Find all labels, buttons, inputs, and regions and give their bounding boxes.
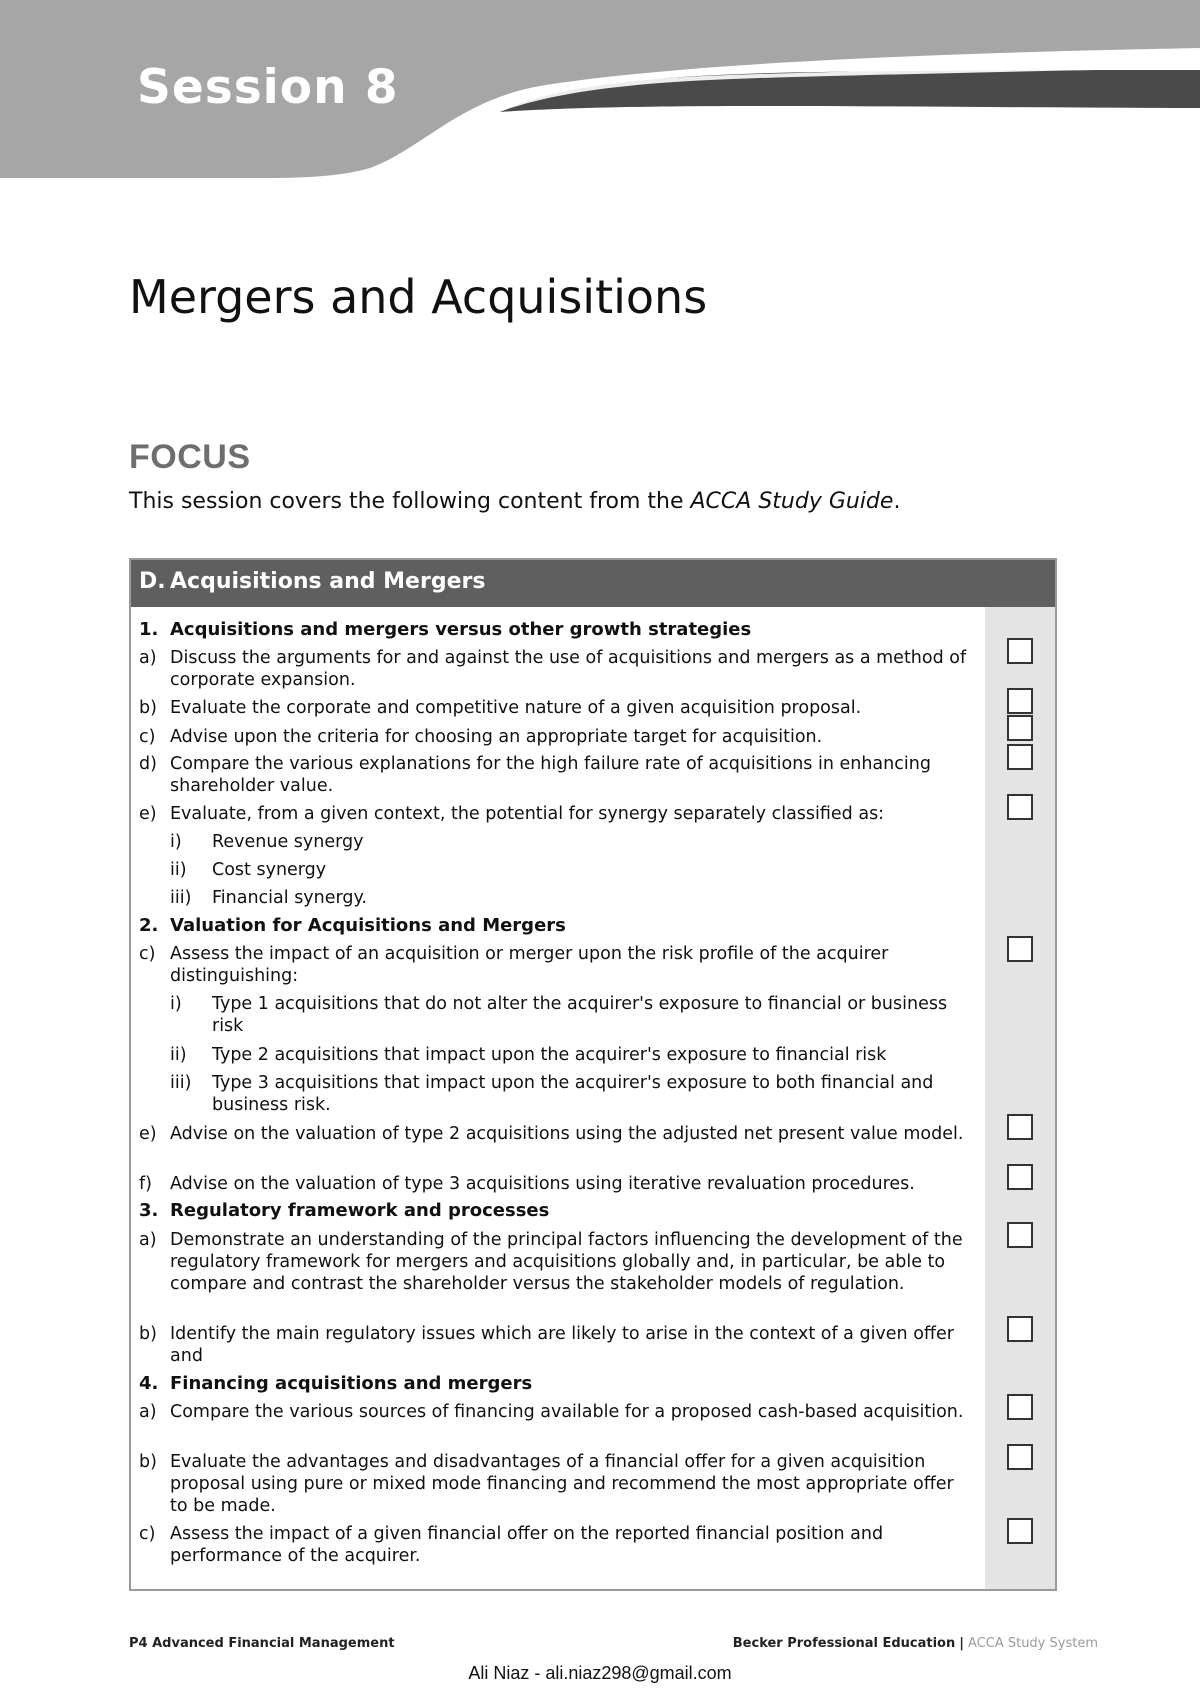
page-title: Mergers and Acquisitions	[129, 270, 708, 324]
study-guide-table	[129, 558, 1057, 1591]
item-text: Advise on the valuation of type 2 acquisitions using the adjusted net present value model.	[170, 1124, 964, 1144]
focus-intro-end: .	[893, 489, 901, 514]
subitem-text: Cost synergy	[212, 860, 327, 880]
session-label: Session 8	[137, 60, 399, 115]
section-header	[131, 560, 1055, 607]
item-text: Assess the impact of a given financial offer on the reported financial position and performance of the acquirer.	[170, 1524, 884, 1566]
topic-number: 2.	[139, 915, 159, 936]
item-text: Discuss the arguments for and against the use of acquisitions and mergers as a method of corporate expansion.	[170, 648, 967, 690]
topic-heading	[139, 915, 985, 937]
checkbox-3a[interactable]	[1007, 1222, 1033, 1248]
item-text: Evaluate the corporate and competitive nature of a given acquisition proposal.	[170, 698, 862, 718]
topic-number: 4.	[139, 1373, 159, 1394]
item-text: Advise upon the criteria for choosing an appropriate target for acquisition.	[170, 727, 823, 747]
section-code: D.	[139, 569, 166, 594]
subitem-text: Financial synergy.	[212, 888, 367, 908]
subitem-label: iii)	[170, 888, 192, 908]
item-text: Identify the main regulatory issues which are likely to arise in the context of a given offer and	[170, 1324, 954, 1366]
footer-publisher: Becker Professional Education	[732, 1636, 956, 1651]
footer-publisher-info	[733, 1636, 1098, 1651]
checkbox-1e[interactable]	[1007, 794, 1033, 820]
subitem-label: i)	[170, 832, 182, 852]
topic-title: Financing acquisitions and mergers	[170, 1373, 533, 1394]
item-text: Assess the impact of an acquisition or merger upon the risk profile of the acquirer distinguishing:	[170, 944, 889, 986]
item-label: a)	[139, 1230, 157, 1250]
checkbox-3b[interactable]	[1007, 1316, 1033, 1342]
item-text: Compare the various explanations for the high failure rate of acquisitions in enhancing shareholder value.	[170, 754, 931, 796]
topic-list	[131, 607, 985, 1589]
subitem-text: Revenue synergy	[212, 832, 364, 852]
checkbox-4a[interactable]	[1007, 1394, 1033, 1420]
item-label: a)	[139, 648, 157, 668]
topic-title: Valuation for Acquisitions and Mergers	[170, 915, 566, 936]
item-text: Evaluate, from a given context, the potential for synergy separately classified as:	[170, 804, 885, 824]
checkbox-1b[interactable]	[1007, 688, 1033, 714]
checkbox-4c[interactable]	[1007, 1518, 1033, 1544]
item-label: c)	[139, 944, 156, 964]
subitem-label: ii)	[170, 1045, 187, 1065]
item-text: Demonstrate an understanding of the principal factors influencing the development of the regulatory framework for mergers and acquisitions globally and, in particular, be able to compare and contrast the shareholder versus the stakeholder models of regulation.	[170, 1230, 963, 1294]
topic-heading	[139, 1200, 985, 1222]
checkbox-1c[interactable]	[1007, 715, 1033, 741]
item-label: b)	[139, 1324, 157, 1344]
footer-system: ACCA Study System	[968, 1636, 1098, 1651]
owner-watermark: Ali Niaz - ali.niaz298@gmail.com	[468, 1663, 732, 1683]
topic-heading	[139, 619, 985, 641]
item-text: Evaluate the advantages and disadvantages of a financial offer for a given acquisition proposal using pure or mixed mode financing and recommend the most appropriate offer to be made.	[170, 1452, 954, 1516]
subitem-text: Type 1 acquisitions that do not alter the acquirer's exposure to financial or business risk	[212, 994, 948, 1036]
item-label: e)	[139, 1124, 157, 1144]
study-guide-title: ACCA Study Guide	[690, 489, 894, 514]
checkbox-1d[interactable]	[1007, 744, 1033, 770]
checkbox-2f[interactable]	[1007, 1164, 1033, 1190]
checkbox-2e[interactable]	[1007, 1114, 1033, 1140]
section-title: Acquisitions and Mergers	[170, 569, 486, 594]
footer-separator: |	[959, 1636, 964, 1651]
focus-heading: FOCUS	[129, 438, 251, 476]
item-label: a)	[139, 1402, 157, 1422]
session-banner	[0, 0, 1200, 190]
focus-intro	[129, 489, 900, 514]
item-text: Compare the various sources of financing available for a proposed cash-based acquisition.	[170, 1402, 964, 1422]
subitem-label: iii)	[170, 1073, 192, 1093]
item-label: f)	[139, 1174, 152, 1194]
focus-intro-text: This session covers the following content from the	[129, 489, 691, 514]
topic-number: 1.	[139, 619, 159, 640]
checkbox-1a[interactable]	[1007, 638, 1033, 664]
checkbox-4b[interactable]	[1007, 1444, 1033, 1470]
subitem-label: ii)	[170, 860, 187, 880]
subitem-label: i)	[170, 994, 182, 1014]
item-label: b)	[139, 698, 157, 718]
item-label: c)	[139, 727, 156, 747]
topic-title: Regulatory framework and processes	[170, 1200, 550, 1221]
item-label: b)	[139, 1452, 157, 1472]
topic-heading	[139, 1373, 985, 1395]
item-label: e)	[139, 804, 157, 824]
subitem-text: Type 2 acquisitions that impact upon the acquirer's exposure to financial risk	[212, 1045, 887, 1065]
topic-number: 3.	[139, 1200, 159, 1221]
footer-course: P4 Advanced Financial Management	[129, 1636, 395, 1651]
subitem-text: Type 3 acquisitions that impact upon the acquirer's exposure to both financial and business risk.	[212, 1073, 934, 1115]
item-label: c)	[139, 1524, 156, 1544]
checkbox-2c[interactable]	[1007, 936, 1033, 962]
topic-title: Acquisitions and mergers versus other growth strategies	[170, 619, 752, 640]
item-text: Advise on the valuation of type 3 acquisitions using iterative revaluation procedures.	[170, 1174, 915, 1194]
item-label: d)	[139, 754, 157, 774]
